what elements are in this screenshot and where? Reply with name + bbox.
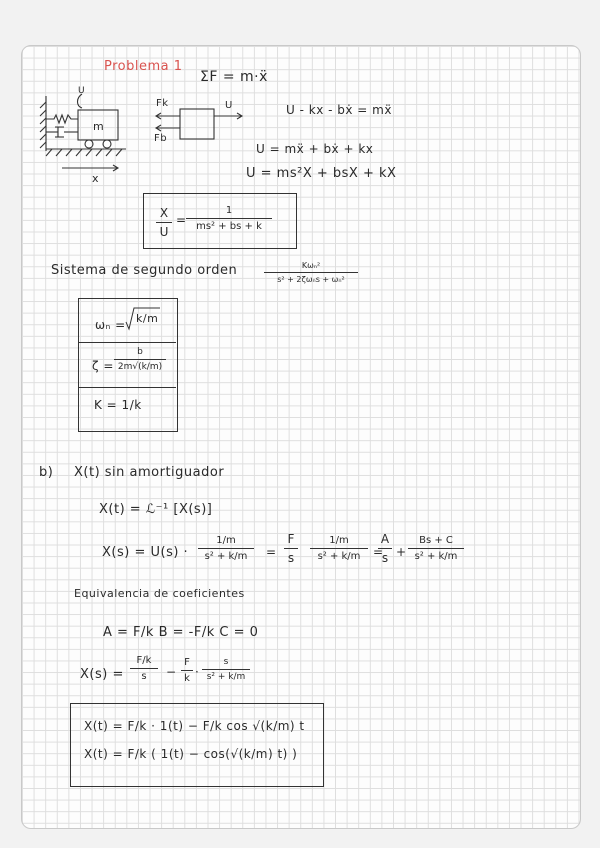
result-box bbox=[70, 703, 324, 787]
page-title: Problema 1 bbox=[104, 59, 183, 74]
note-page bbox=[21, 45, 581, 829]
xs2-lhs: X(s) = bbox=[80, 667, 124, 682]
part-b-label: b) bbox=[39, 465, 54, 480]
tf-equals: = bbox=[176, 213, 187, 227]
minus-sign: − bbox=[166, 665, 177, 679]
zeta-fraction: b 2m√(k/m) bbox=[114, 347, 166, 372]
equals-2: = bbox=[373, 545, 384, 559]
bsc-fraction: Bs + C s² + k/m bbox=[408, 535, 464, 562]
plus-sign: + bbox=[396, 545, 407, 559]
part-b-heading: X(t) sin amortiguador bbox=[74, 465, 225, 480]
fb-label: Fb bbox=[154, 133, 168, 144]
mass-label: m bbox=[93, 120, 105, 133]
wn-radicand: k/m bbox=[136, 312, 159, 325]
second-order-tf: Kωₙ² s² + 2ζωₙs + ωₙ² bbox=[264, 261, 358, 284]
result-line-1: X(t) = F/k · 1(t) − F/k cos √(k/m) t bbox=[84, 719, 305, 733]
f-over-k: F k bbox=[181, 657, 193, 684]
tf-rhs: 1 ms² + bs + k bbox=[186, 205, 272, 232]
dot-sign: · bbox=[195, 665, 199, 679]
coef-label: Equivalencia de coeficientes bbox=[74, 587, 245, 600]
input-label: U bbox=[78, 86, 86, 96]
result-line-2: X(t) = F/k ( 1(t) − cos(√(k/m) t) ) bbox=[84, 747, 298, 761]
u-time-domain: U = mẍ + bẋ + kx bbox=[256, 142, 374, 156]
wn-label: ωₙ = bbox=[95, 318, 126, 332]
gain-label: K = 1/k bbox=[94, 398, 142, 412]
tf-lhs: X U bbox=[156, 206, 172, 239]
second-order-label: Sistema de segundo orden bbox=[51, 263, 238, 278]
a-over-s: A s bbox=[378, 532, 392, 565]
equals-1: = bbox=[266, 545, 277, 559]
xs-frac-2: 1/m s² + k/m bbox=[310, 535, 368, 562]
fk-label: Fk bbox=[156, 98, 169, 109]
force-balance: U - kx - bẋ = mẍ bbox=[286, 103, 392, 117]
fbd-u-label: U bbox=[225, 100, 233, 111]
xs-frac-1: 1/m s² + k/m bbox=[198, 535, 254, 562]
s-fraction: s s² + k/m bbox=[202, 657, 250, 682]
newton-equation: ΣF = m·ẍ bbox=[200, 69, 268, 85]
fk-over-s: F/k s bbox=[130, 655, 158, 682]
f-over-s: F s bbox=[284, 532, 298, 565]
xs-lhs: X(s) = U(s) · bbox=[102, 545, 189, 560]
axis-label: x bbox=[92, 172, 100, 185]
u-laplace: U = ms²X + bsX + kX bbox=[246, 166, 397, 181]
zeta-label: ζ = bbox=[92, 359, 114, 373]
inverse-laplace: X(t) = ℒ⁻¹ [X(s)] bbox=[99, 502, 213, 517]
coefficients: A = F/k B = -F/k C = 0 bbox=[103, 625, 259, 640]
